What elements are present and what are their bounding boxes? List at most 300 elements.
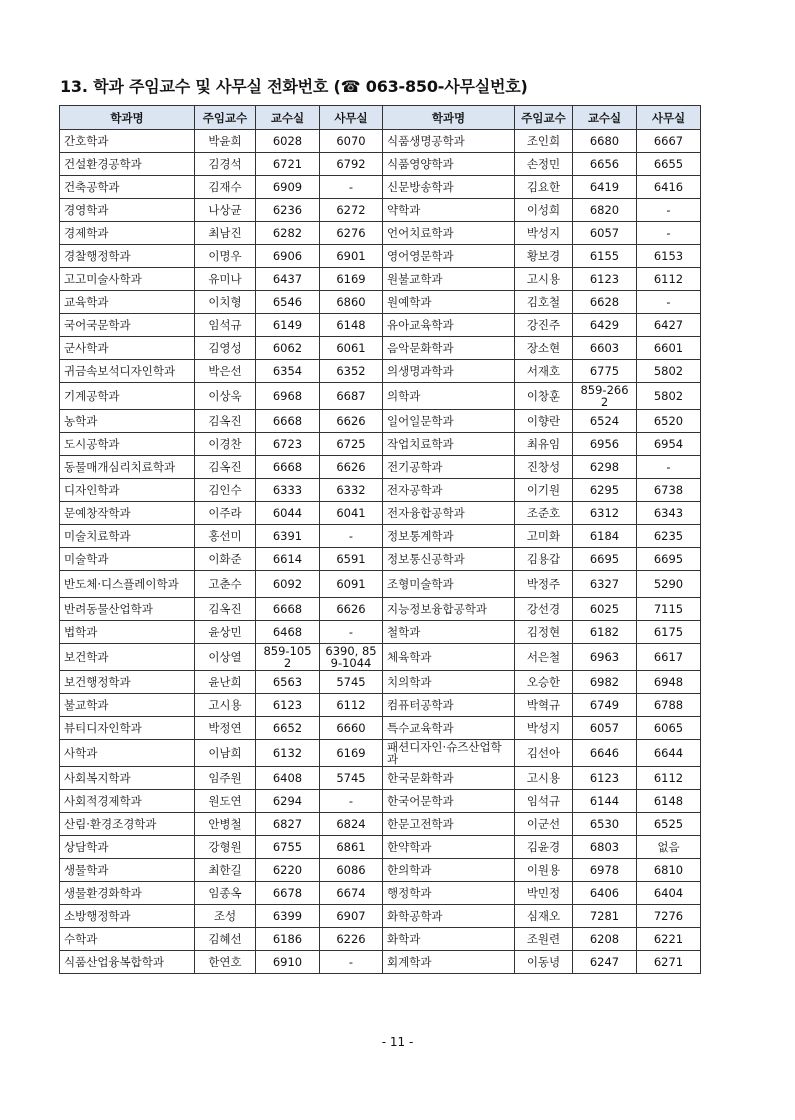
- chief-professor: 김요한: [515, 176, 573, 199]
- department-name: 일어일문학과: [383, 410, 515, 433]
- professor-office-ext: 6668: [256, 456, 320, 479]
- chief-professor: 강진주: [515, 314, 573, 337]
- professor-office-ext: 6546: [256, 291, 320, 314]
- department-office-ext: 6695: [637, 548, 701, 571]
- professor-office-ext: 6749: [573, 694, 637, 717]
- department-name: 보건학과: [60, 644, 195, 671]
- professor-office-ext: 859-1052: [256, 644, 320, 671]
- chief-professor: 이화준: [195, 548, 256, 571]
- professor-office-ext: 6220: [256, 859, 320, 882]
- department-name: 언어치료학과: [383, 222, 515, 245]
- table-row: [60, 740, 701, 767]
- department-name: 농학과: [60, 410, 195, 433]
- department-office-ext: 5745: [320, 767, 383, 790]
- table-row: [60, 245, 701, 268]
- department-name: 철학과: [383, 621, 515, 644]
- department-office-ext: 6112: [320, 694, 383, 717]
- table-row: [60, 671, 701, 694]
- department-office-ext: -: [320, 621, 383, 644]
- chief-professor: 고미화: [515, 525, 573, 548]
- table-row: [60, 859, 701, 882]
- chief-professor: 이기원: [515, 479, 573, 502]
- chief-professor: 박윤희: [195, 130, 256, 153]
- department-name: 법학과: [60, 621, 195, 644]
- chief-professor: 박정주: [515, 571, 573, 598]
- department-name: 고고미술사학과: [60, 268, 195, 291]
- chief-professor: 김윤경: [515, 836, 573, 859]
- department-office-ext: 6086: [320, 859, 383, 882]
- professor-office-ext: 6182: [573, 621, 637, 644]
- professor-office-ext: 6333: [256, 479, 320, 502]
- department-name: 식품영양학과: [383, 153, 515, 176]
- department-name: 보건행정학과: [60, 671, 195, 694]
- department-office-ext: 6520: [637, 410, 701, 433]
- department-name: 식품산업융복합학과: [60, 951, 195, 974]
- chief-professor: 고시용: [195, 694, 256, 717]
- chief-professor: 김선아: [515, 740, 573, 767]
- chief-professor: 심재오: [515, 905, 573, 928]
- professor-office-ext: 7281: [573, 905, 637, 928]
- professor-office-ext: 6144: [573, 790, 637, 813]
- table-row: [60, 176, 701, 199]
- department-name: 생물환경화학과: [60, 882, 195, 905]
- table-row: [60, 360, 701, 383]
- department-office-ext: 6591: [320, 548, 383, 571]
- chief-professor: 박민정: [515, 882, 573, 905]
- professor-office-ext: 6695: [573, 548, 637, 571]
- table-row: [60, 571, 701, 598]
- table-row: [60, 130, 701, 153]
- professor-office-ext: 6530: [573, 813, 637, 836]
- professor-office-ext: 6680: [573, 130, 637, 153]
- department-office-ext: 6272: [320, 199, 383, 222]
- department-name: 전자융합공학과: [383, 502, 515, 525]
- department-name: 불교학과: [60, 694, 195, 717]
- department-office-ext: 6626: [320, 410, 383, 433]
- department-office-ext: 6226: [320, 928, 383, 951]
- professor-office-ext: 6044: [256, 502, 320, 525]
- chief-professor: 최유임: [515, 433, 573, 456]
- table-row: [60, 433, 701, 456]
- table-header-row: [60, 106, 701, 130]
- professor-office-ext: 6721: [256, 153, 320, 176]
- department-name: 사회적경제학과: [60, 790, 195, 813]
- department-name: 원예학과: [383, 291, 515, 314]
- professor-office-ext: 6123: [573, 268, 637, 291]
- chief-professor: 오승한: [515, 671, 573, 694]
- header-chief-professor: 주임교수: [195, 106, 256, 130]
- table-row: [60, 813, 701, 836]
- department-office-ext: 6041: [320, 502, 383, 525]
- professor-office-ext: 6723: [256, 433, 320, 456]
- professor-office-ext: 6057: [573, 717, 637, 740]
- department-office-ext: 6276: [320, 222, 383, 245]
- department-name: 사학과: [60, 740, 195, 767]
- department-office-ext: 6954: [637, 433, 701, 456]
- chief-professor: 이치형: [195, 291, 256, 314]
- professor-office-ext: 6419: [573, 176, 637, 199]
- chief-professor: 박혁규: [515, 694, 573, 717]
- department-office-ext: 6725: [320, 433, 383, 456]
- department-name: 전기공학과: [383, 456, 515, 479]
- table-row: [60, 502, 701, 525]
- department-office-ext: 6153: [637, 245, 701, 268]
- chief-professor: 고시용: [515, 268, 573, 291]
- chief-professor: 이창훈: [515, 383, 573, 410]
- department-office-ext: -: [320, 790, 383, 813]
- professor-office-ext: 6057: [573, 222, 637, 245]
- department-office-ext: 6148: [320, 314, 383, 337]
- chief-professor: 이원용: [515, 859, 573, 882]
- chief-professor: 이향란: [515, 410, 573, 433]
- department-office-ext: 7115: [637, 598, 701, 621]
- professor-office-ext: 6236: [256, 199, 320, 222]
- chief-professor: 손정민: [515, 153, 573, 176]
- chief-professor: 서은철: [515, 644, 573, 671]
- chief-professor: 고춘수: [195, 571, 256, 598]
- professor-office-ext: 6391: [256, 525, 320, 548]
- professor-office-ext: 6028: [256, 130, 320, 153]
- department-office-ext: -: [320, 525, 383, 548]
- department-name: 약학과: [383, 199, 515, 222]
- table-row: [60, 767, 701, 790]
- professor-office-ext: 6312: [573, 502, 637, 525]
- department-name: 미술학과: [60, 548, 195, 571]
- professor-office-ext: 6910: [256, 951, 320, 974]
- professor-office-ext: 6294: [256, 790, 320, 813]
- department-office-ext: 6788: [637, 694, 701, 717]
- professor-office-ext: 6437: [256, 268, 320, 291]
- department-name: 건설환경공학과: [60, 153, 195, 176]
- table-row: [60, 790, 701, 813]
- department-name: 사회복지학과: [60, 767, 195, 790]
- department-name: 조형미술학과: [383, 571, 515, 598]
- professor-office-ext: 6184: [573, 525, 637, 548]
- table-row: [60, 479, 701, 502]
- department-name: 수학과: [60, 928, 195, 951]
- header-chief-professor: 주임교수: [515, 106, 573, 130]
- professor-office-ext: 6298: [573, 456, 637, 479]
- department-office-ext: 7276: [637, 905, 701, 928]
- department-office-ext: 6655: [637, 153, 701, 176]
- chief-professor: 이동녕: [515, 951, 573, 974]
- department-office-ext: 6617: [637, 644, 701, 671]
- department-name: 반려동물산업학과: [60, 598, 195, 621]
- department-name: 화학공학과: [383, 905, 515, 928]
- department-office-ext: 5802: [637, 360, 701, 383]
- header-department-office: 사무실: [320, 106, 383, 130]
- table-row: [60, 905, 701, 928]
- table-row: [60, 644, 701, 671]
- department-name: 행정학과: [383, 882, 515, 905]
- department-name: 한의학과: [383, 859, 515, 882]
- professor-office-ext: 6155: [573, 245, 637, 268]
- department-name: 미술치료학과: [60, 525, 195, 548]
- page-number: - 11 -: [381, 1035, 414, 1049]
- department-office-ext: 6644: [637, 740, 701, 767]
- department-office-ext: 6907: [320, 905, 383, 928]
- department-name: 문예창작학과: [60, 502, 195, 525]
- department-name: 정보통계학과: [383, 525, 515, 548]
- department-name: 산림·환경조경학과: [60, 813, 195, 836]
- chief-professor: 김영성: [195, 337, 256, 360]
- professor-office-ext: 6827: [256, 813, 320, 836]
- chief-professor: 윤상민: [195, 621, 256, 644]
- table-row: [60, 951, 701, 974]
- department-office-ext: 6061: [320, 337, 383, 360]
- department-name: 도시공학과: [60, 433, 195, 456]
- department-name: 귀금속보석디자인학과: [60, 360, 195, 383]
- table-row: [60, 621, 701, 644]
- table-row: [60, 836, 701, 859]
- chief-professor: 김혜선: [195, 928, 256, 951]
- professor-office-ext: 6295: [573, 479, 637, 502]
- department-office-ext: 없음: [637, 836, 701, 859]
- chief-professor: 김옥진: [195, 456, 256, 479]
- professor-office-ext: 6123: [573, 767, 637, 790]
- department-office-ext: 6175: [637, 621, 701, 644]
- professor-office-ext: 6062: [256, 337, 320, 360]
- department-name: 지능정보융합공학과: [383, 598, 515, 621]
- department-name: 경제학과: [60, 222, 195, 245]
- professor-office-ext: 6775: [573, 360, 637, 383]
- professor-office-ext: 6025: [573, 598, 637, 621]
- department-office-ext: 5745: [320, 671, 383, 694]
- table-row: [60, 383, 701, 410]
- header-department-office: 사무실: [637, 106, 701, 130]
- department-office-ext: -: [637, 199, 701, 222]
- department-office-ext: 6070: [320, 130, 383, 153]
- professor-office-ext: 6820: [573, 199, 637, 222]
- professor-office-ext: 6909: [256, 176, 320, 199]
- chief-professor: 이남희: [195, 740, 256, 767]
- chief-professor: 윤난희: [195, 671, 256, 694]
- chief-professor: 이경찬: [195, 433, 256, 456]
- chief-professor: 황보경: [515, 245, 573, 268]
- department-name: 기계공학과: [60, 383, 195, 410]
- department-office-ext: 6792: [320, 153, 383, 176]
- department-name: 식품생명공학과: [383, 130, 515, 153]
- department-office-ext: 6065: [637, 717, 701, 740]
- chief-professor: 최한길: [195, 859, 256, 882]
- chief-professor: 임종옥: [195, 882, 256, 905]
- table-body: [60, 130, 701, 974]
- professor-office-ext: 6247: [573, 951, 637, 974]
- chief-professor: 나상균: [195, 199, 256, 222]
- chief-professor: 김옥진: [195, 598, 256, 621]
- department-office-ext: 6169: [320, 740, 383, 767]
- department-name: 간호학과: [60, 130, 195, 153]
- professor-office-ext: 6755: [256, 836, 320, 859]
- chief-professor: 이명우: [195, 245, 256, 268]
- professor-office-ext: 6968: [256, 383, 320, 410]
- chief-professor: 조원련: [515, 928, 573, 951]
- department-office-ext: 5802: [637, 383, 701, 410]
- department-office-ext: 6404: [637, 882, 701, 905]
- department-name: 한국어문학과: [383, 790, 515, 813]
- professor-office-ext: 6123: [256, 694, 320, 717]
- department-office-ext: 6091: [320, 571, 383, 598]
- department-office-ext: 6112: [637, 767, 701, 790]
- department-office-ext: 6221: [637, 928, 701, 951]
- chief-professor: 최남진: [195, 222, 256, 245]
- table-row: [60, 153, 701, 176]
- professor-office-ext: 6208: [573, 928, 637, 951]
- department-name: 컴퓨터공학과: [383, 694, 515, 717]
- chief-professor: 안병철: [195, 813, 256, 836]
- department-office-ext: 6525: [637, 813, 701, 836]
- department-name: 건축공학과: [60, 176, 195, 199]
- department-name: 회계학과: [383, 951, 515, 974]
- department-office-ext: 6810: [637, 859, 701, 882]
- department-name: 한약학과: [383, 836, 515, 859]
- department-office-ext: 6861: [320, 836, 383, 859]
- department-office-ext: 6687: [320, 383, 383, 410]
- department-name: 의생명과학과: [383, 360, 515, 383]
- chief-professor: 강선경: [515, 598, 573, 621]
- department-name: 동물매개심리치료학과: [60, 456, 195, 479]
- chief-professor: 김옥진: [195, 410, 256, 433]
- professor-office-ext: 6149: [256, 314, 320, 337]
- department-office-ext: 6332: [320, 479, 383, 502]
- table-row: [60, 410, 701, 433]
- professor-office-ext: 6963: [573, 644, 637, 671]
- header-professor-office: 교수실: [573, 106, 637, 130]
- chief-professor: 임주원: [195, 767, 256, 790]
- department-office-ext: -: [637, 456, 701, 479]
- department-name: 영어영문학과: [383, 245, 515, 268]
- department-office-ext: 6824: [320, 813, 383, 836]
- chief-professor: 박성지: [515, 222, 573, 245]
- professor-office-ext: 6982: [573, 671, 637, 694]
- department-name: 경영학과: [60, 199, 195, 222]
- department-office-ext: 6626: [320, 598, 383, 621]
- department-name: 특수교육학과: [383, 717, 515, 740]
- chief-professor: 강형원: [195, 836, 256, 859]
- chief-professor: 김인수: [195, 479, 256, 502]
- professor-office-ext: 6614: [256, 548, 320, 571]
- chief-professor: 박정연: [195, 717, 256, 740]
- department-name: 한문고전학과: [383, 813, 515, 836]
- chief-professor: 김경석: [195, 153, 256, 176]
- department-office-ext: 6427: [637, 314, 701, 337]
- chief-professor: 고시용: [515, 767, 573, 790]
- chief-professor: 박성지: [515, 717, 573, 740]
- department-office-ext: 6271: [637, 951, 701, 974]
- chief-professor: 홍선미: [195, 525, 256, 548]
- department-name: 치의학과: [383, 671, 515, 694]
- department-name: 소방행정학과: [60, 905, 195, 928]
- professor-office-ext: 6399: [256, 905, 320, 928]
- professor-office-ext: 6429: [573, 314, 637, 337]
- professor-office-ext: 6803: [573, 836, 637, 859]
- professor-office-ext: 6563: [256, 671, 320, 694]
- table-row: [60, 694, 701, 717]
- table-row: [60, 456, 701, 479]
- professor-office-ext: 6524: [573, 410, 637, 433]
- department-office-ext: 6352: [320, 360, 383, 383]
- department-name: 반도체·디스플레이학과: [60, 571, 195, 598]
- department-name: 작업치료학과: [383, 433, 515, 456]
- department-office-ext: 6148: [637, 790, 701, 813]
- header-department: 학과명: [60, 106, 195, 130]
- table-row: [60, 525, 701, 548]
- professor-office-ext: 6092: [256, 571, 320, 598]
- professor-office-ext: 6282: [256, 222, 320, 245]
- department-office-ext: 6667: [637, 130, 701, 153]
- professor-office-ext: 6978: [573, 859, 637, 882]
- department-office-ext: -: [320, 951, 383, 974]
- chief-professor: 김정현: [515, 621, 573, 644]
- department-name: 정보통신공학과: [383, 548, 515, 571]
- chief-professor: 원도연: [195, 790, 256, 813]
- page-title: 13. 학과 주임교수 및 사무실 전화번호 (☎ 063-850-사무실번호): [60, 77, 528, 96]
- department-name: 경찰행정학과: [60, 245, 195, 268]
- professor-office-ext: 6652: [256, 717, 320, 740]
- chief-professor: 박은선: [195, 360, 256, 383]
- department-office-ext: 6235: [637, 525, 701, 548]
- professor-office-ext: 6186: [256, 928, 320, 951]
- department-name: 상담학과: [60, 836, 195, 859]
- department-office-ext: 6948: [637, 671, 701, 694]
- department-name: 교육학과: [60, 291, 195, 314]
- chief-professor: 이주라: [195, 502, 256, 525]
- professor-office-ext: 859-2662: [573, 383, 637, 410]
- chief-professor: 이상열: [195, 644, 256, 671]
- professor-office-ext: 6468: [256, 621, 320, 644]
- professor-office-ext: 6668: [256, 598, 320, 621]
- department-name: 군사학과: [60, 337, 195, 360]
- chief-professor: 이상욱: [195, 383, 256, 410]
- department-office-ext: -: [320, 176, 383, 199]
- professor-office-ext: 6656: [573, 153, 637, 176]
- chief-professor: 장소현: [515, 337, 573, 360]
- department-name: 유아교육학과: [383, 314, 515, 337]
- table-row: [60, 291, 701, 314]
- department-name: 원불교학과: [383, 268, 515, 291]
- department-name: 국어국문학과: [60, 314, 195, 337]
- table-row: [60, 882, 701, 905]
- table-row: [60, 314, 701, 337]
- chief-professor: 조준호: [515, 502, 573, 525]
- chief-professor: 한연호: [195, 951, 256, 974]
- chief-professor: 김용갑: [515, 548, 573, 571]
- chief-professor: 김재수: [195, 176, 256, 199]
- department-name: 체육학과: [383, 644, 515, 671]
- table-row: [60, 548, 701, 571]
- department-name: 의학과: [383, 383, 515, 410]
- department-name: 패션디자인·슈즈산업학과: [383, 740, 515, 767]
- chief-professor: 유미나: [195, 268, 256, 291]
- chief-professor: 진창성: [515, 456, 573, 479]
- professor-office-ext: 6408: [256, 767, 320, 790]
- department-office-ext: 6416: [637, 176, 701, 199]
- department-name: 전자공학과: [383, 479, 515, 502]
- chief-professor: 조인희: [515, 130, 573, 153]
- department-name: 신문방송학과: [383, 176, 515, 199]
- professor-office-ext: 6603: [573, 337, 637, 360]
- department-name: 뷰티디자인학과: [60, 717, 195, 740]
- department-office-ext: 6169: [320, 268, 383, 291]
- table-row: [60, 598, 701, 621]
- header-department: 학과명: [383, 106, 515, 130]
- professor-office-ext: 6678: [256, 882, 320, 905]
- department-office-ext: 6738: [637, 479, 701, 502]
- professor-office-ext: 6628: [573, 291, 637, 314]
- department-office-ext: 6901: [320, 245, 383, 268]
- department-name: 화학과: [383, 928, 515, 951]
- department-office-ext: 6601: [637, 337, 701, 360]
